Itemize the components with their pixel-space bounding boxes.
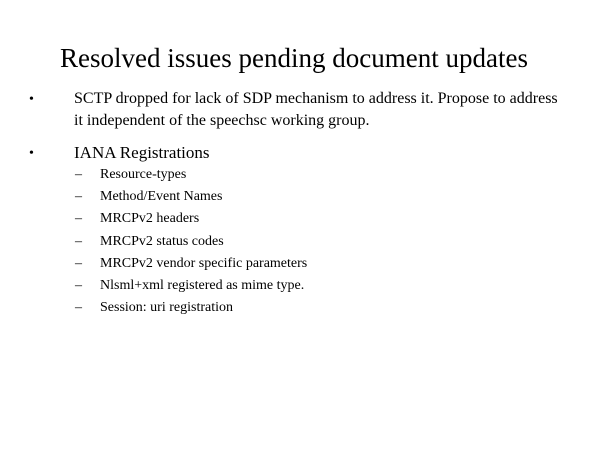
slide-title: Resolved issues pending document updates [60,43,528,73]
sub-bullet-marker: – [75,300,82,316]
sub-bullet-item [0,297,600,319]
sub-bullet-item [0,164,600,186]
sub-bullet-marker: – [75,167,82,182]
sub-bullet-marker: – [75,211,82,227]
bullet-marker: • [29,92,34,107]
sub-bullet-item [0,253,600,275]
sub-bullet-item [0,186,600,208]
sub-bullet-text: Nlsml+xml registered as mime type. [100,277,305,293]
sub-bullet-text: MRCPv2 vendor specific parameters [100,255,308,271]
sub-bullet-text: MRCPv2 headers [100,211,200,227]
sub-bullet-marker: – [75,189,82,205]
sub-bullet-text: Session: uri registration [100,300,233,316]
bullet-text: SCTP dropped for lack of SDP mechanism to address it. Propose to address it independent of the speechsc working group. [74,90,558,129]
sub-bullet-marker: – [75,277,82,293]
bullet-text: IANA Registrations [74,143,210,162]
sub-bullet-item [0,208,600,230]
sub-bullet-list [0,164,600,319]
sub-bullet-marker: – [75,233,82,249]
bullet-marker: • [29,146,34,161]
sub-bullet-item [0,275,600,297]
sub-bullet-marker: – [75,255,82,271]
sub-bullet-text: Resource-types [100,167,187,182]
sub-bullet-text: MRCPv2 status codes [100,233,224,249]
sub-bullet-item [0,231,600,253]
sub-bullet-text: Method/Event Names [100,189,223,205]
